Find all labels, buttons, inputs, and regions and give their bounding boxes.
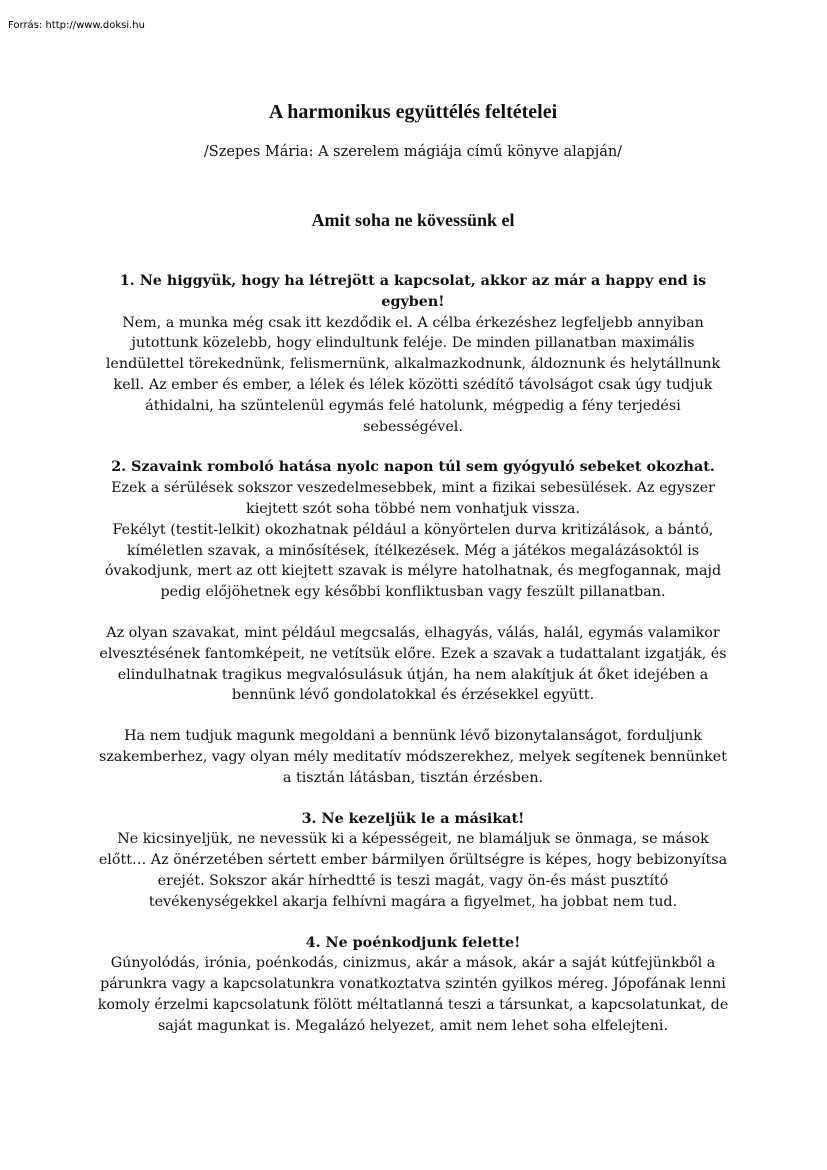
document-body: [95, 96, 731, 1057]
paragraph-block: [95, 623, 731, 706]
item-list: [95, 271, 731, 1037]
paragraph-block: [95, 726, 731, 788]
item-3: [95, 809, 731, 913]
item-paragraph: Ne kicsinyeljük, ne nevessük ki a képességeit, ne blamáljuk se önmaga, se mások előtt… Az önérzetében sértett ember bármilyen őrültségre is képes, hogy bebizonyítsa erejét. Sokszor akár hírhedtté is teszi magát, vagy ön-és mást pusztító tevékenységekkel akarja felhívni magára a figyelmet, ha jobbat nem tud.: [98, 831, 728, 910]
item-heading: 1. Ne higgyük, hogy ha létrejött a kapcsolat, akkor az már a happy end is egyben!: [119, 273, 707, 310]
item-paragraph: Fekélyt (testit-lelkit) okozhatnak például a könyörtelen durva kritizálások, a bántó, kíméletlen szavak, a minősítések, ítélkezések. Még a játékos megalázásoktól is óvakodjunk, mert az ott kiejtett szavak is mélyre hatolhatnak, és megfogannak, majd pedig előjöhetnek egy későbbi konfliktusban vagy feszült pillanatban.: [104, 521, 722, 601]
page-title: A harmonikus együttélés feltételei: [268, 101, 558, 123]
item-heading: 3. Ne kezeljük le a másikat!: [301, 810, 525, 827]
item-paragraph: Ha nem tudjuk magunk megoldani a bennünk lévő bizonytalanságot, forduljunk szakemberhez, vagy olyan mély meditatív módszerekhez, melyek segítenek bennünket a tisztán látásban, tisztán érzésben.: [98, 728, 728, 786]
item-4: [95, 933, 731, 1037]
item-2: [95, 457, 731, 603]
item-1: [95, 271, 731, 437]
source-label: Forrás: http://www.doksi.hu: [8, 20, 145, 31]
item-paragraph: Gúnyolódás, irónia, poénkodás, cinizmus, akár a mások, akár a saját kútfejünkből a párunkra vagy a kapcsolatunkra vonatkoztatva szintén gyilkos méreg. Jópofának lenni komoly érzelmi kapcsolatunk fölött méltatlanná teszi a társunkat, a kapcsolatunkat, de saját magunkat is. Megalázó helyezet, amit nem lehet soha elfelejteni.: [97, 955, 729, 1034]
item-heading: 4. Ne poénkodjunk felette!: [305, 934, 521, 951]
item-paragraph: Ezek a sérülések sokszor veszedelmesebbek, mint a fizikai sebesülések. Az egyszer kiejtett szót soha többé nem vonhatjuk vissza.: [111, 480, 715, 517]
item-paragraph: Az olyan szavakat, mint például megcsalás, elhagyás, válás, halál, egymás valamikor elvesztésének fantomképeit, ne vetítsük előre. Ezek a szavak a tudattalant izgatják, és elindulhatnak tragikus megvalósulásuk útján, ha nem alakítjuk át őket idejében a bennünk lévő gondolatokkal és érzésekkel együtt.: [99, 624, 727, 704]
item-heading: 2. Szavaink romboló hatása nyolc napon túl sem gyógyuló sebeket okozhat.: [111, 459, 715, 476]
page-subtitle: /Szepes Mária: A szerelem mágiája című könyve alapján/: [203, 144, 623, 160]
item-paragraph: Nem, a munka még csak itt kezdődik el. A célba érkezéshez legfeljebb annyiban jutottunk közelebb, hogy elindultunk feléje. De minden pillanatban maximális lendülettel törekednünk, felismernünk, alkalmazkodnunk, áldoznunk és helytállnunk kell. Az ember és ember, a lélek és lélek közötti szédítő távolságot csak úgy tudjuk áthidalni, ha szüntelenül egymás felé hatolunk, mégpedig a fény terjedési sebességével.: [105, 314, 721, 435]
section-title: Amit soha ne kövessünk el: [311, 210, 515, 230]
